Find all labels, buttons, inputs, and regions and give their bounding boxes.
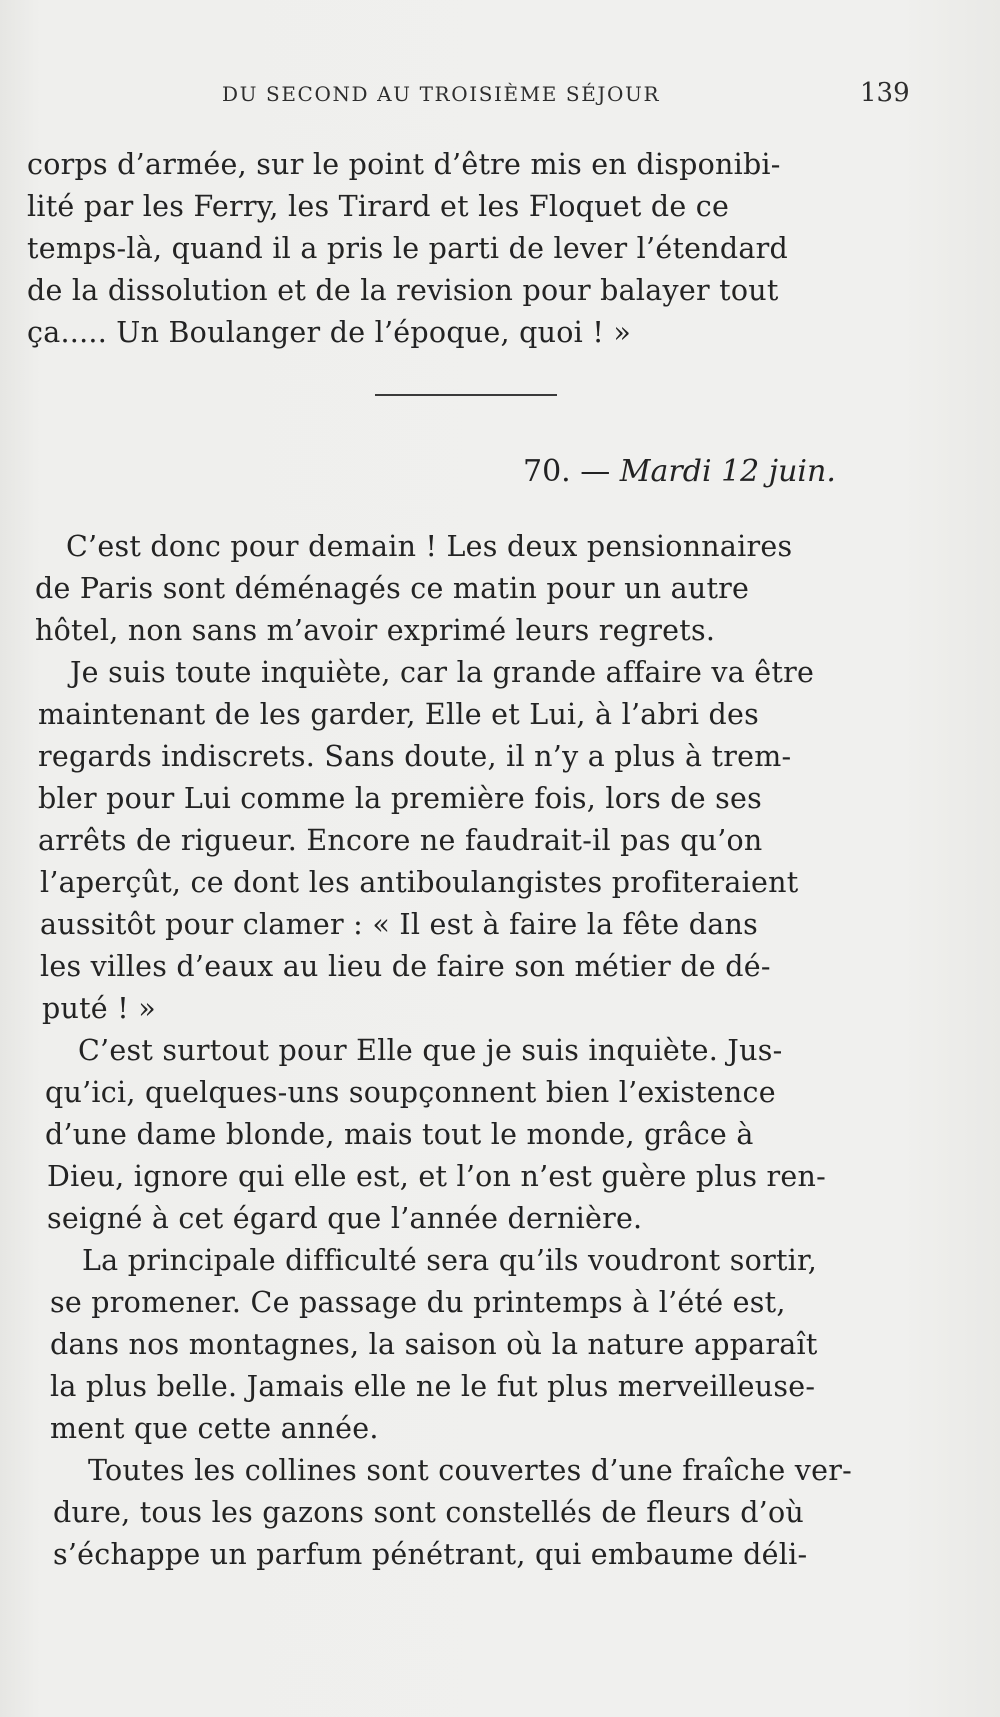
entry-heading (523, 454, 836, 489)
text-line: la plus belle. Jamais elle ne le fut plus merveilleuse- (50, 1370, 816, 1403)
text-line: ça..... Un Boulanger de l’époque, quoi ! » (27, 316, 632, 349)
text-line: Dieu, ignore qui elle est, et l’on n’est guère plus ren- (47, 1160, 827, 1193)
text-line: hôtel, non sans m’avoir exprimé leurs regrets. (35, 614, 716, 647)
text-line: se promener. Ce passage du printemps à l’été est, (50, 1286, 786, 1319)
text-line: bler pour Lui comme la première fois, lors de ses (38, 782, 763, 815)
text-line: l’aperçût, ce dont les antiboulangistes profiteraient (40, 866, 799, 899)
entry-number: 70. — (523, 454, 611, 489)
text-line: regards indiscrets. Sans doute, il n’y a plus à trem- (38, 740, 792, 773)
text-line: seigné à cet égard que l’année dernière. (47, 1202, 643, 1235)
text-line: maintenant de les garder, Elle et Lui, à l’abri des (38, 698, 760, 731)
text-line: lité par les Ferry, les Tirard et les Floquet de ce (27, 190, 730, 223)
text-line: Toutes les collines sont couvertes d’une fraîche ver- (88, 1454, 853, 1487)
text-line: ment que cette année. (50, 1412, 379, 1445)
text-line: dans nos montagnes, la saison où la nature apparaît (50, 1328, 818, 1361)
text-line: La principale difficulté sera qu’ils voudront sortir, (82, 1244, 818, 1277)
text-line: les villes d’eaux au lieu de faire son métier de dé- (40, 950, 771, 983)
text-line: de Paris sont déménagés ce matin pour un autre (35, 572, 750, 605)
text-line: s’échappe un parfum pénétrant, qui embaume déli- (53, 1538, 808, 1571)
text-line: aussitôt pour clamer : « Il est à faire la fête dans (40, 908, 758, 941)
text-line: arrêts de rigueur. Encore ne faudrait-il pas qu’on (38, 824, 763, 857)
running-head: DU SECOND AU TROISIÈME SÉJOUR (222, 82, 661, 106)
text-line: Je suis toute inquiète, car la grande affaire va être (70, 656, 815, 689)
page-number: 139 (860, 78, 910, 108)
text-line: temps-là, quand il a pris le parti de lever l’étendard (27, 232, 788, 265)
text-line: C’est donc pour demain ! Les deux pensionnaires (66, 530, 793, 563)
text-line: C’est surtout pour Elle que je suis inquiète. Jus- (78, 1034, 783, 1067)
text-line: dure, tous les gazons sont constellés de fleurs d’où (53, 1496, 805, 1529)
text-line: puté ! » (42, 992, 156, 1025)
text-line: corps d’armée, sur le point d’être mis en disponibi- (27, 148, 781, 181)
text-line: d’une dame blonde, mais tout le monde, grâce à (45, 1118, 754, 1151)
text-line: qu’ici, quelques-uns soupçonnent bien l’existence (45, 1076, 776, 1109)
section-divider (375, 394, 557, 396)
text-line: de la dissolution et de la revision pour balayer tout (27, 274, 779, 307)
entry-date: Mardi 12 juin. (619, 454, 836, 489)
